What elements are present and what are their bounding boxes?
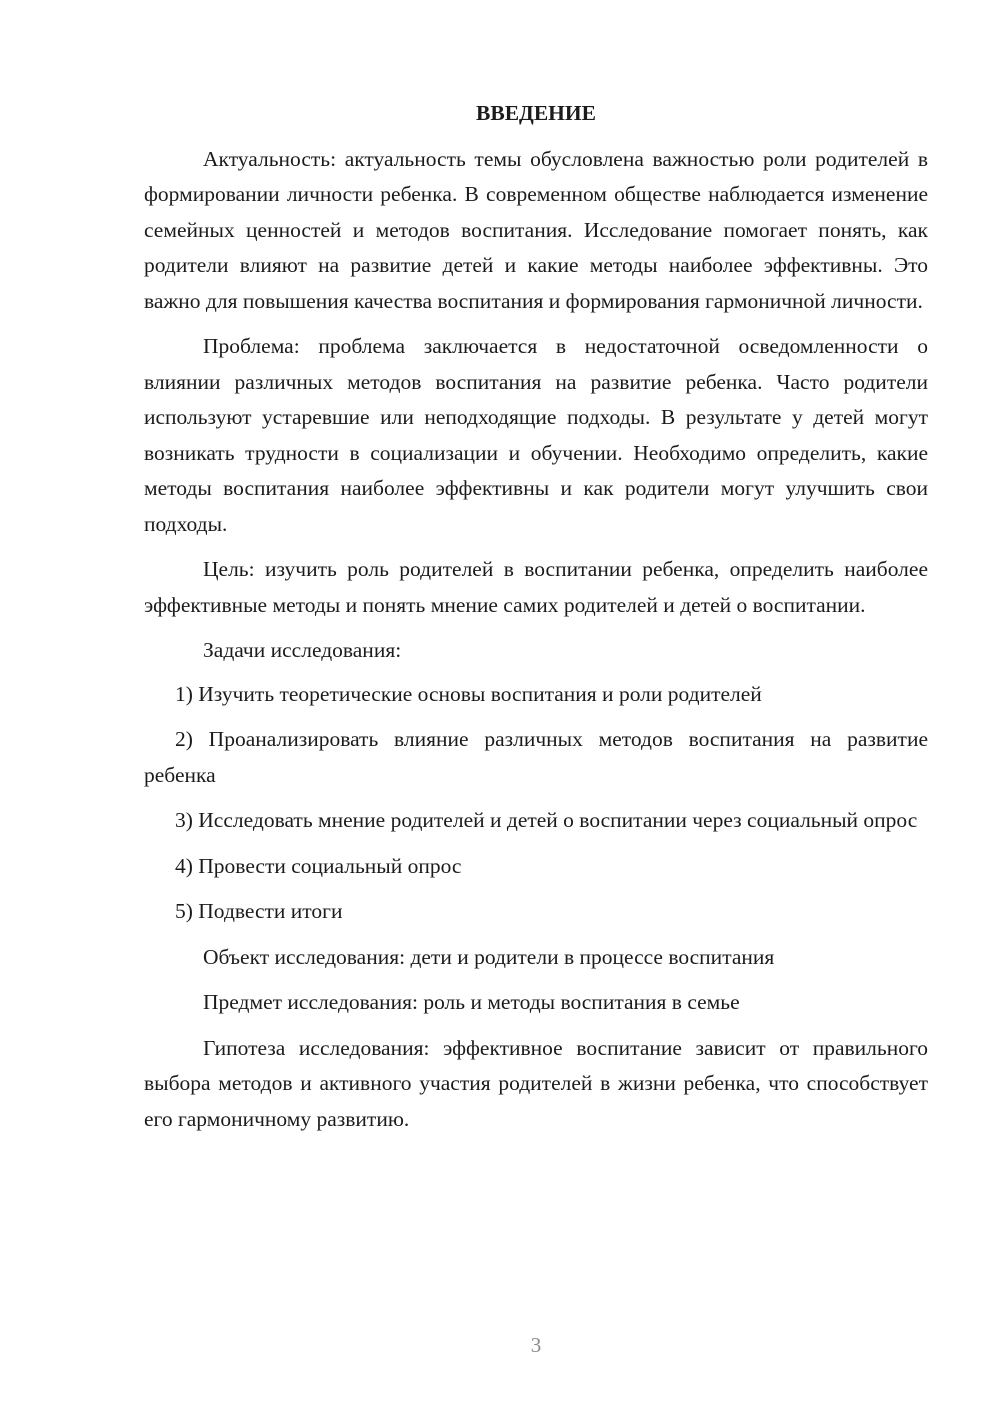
research-hypothesis: Гипотеза исследования: эффективное воспитание зависит от правильного выбора методов и активного участия родителей в жизни ребенка, что способствует его гармоничному развитию.: [144, 1035, 928, 1131]
section-heading: ВВЕДЕНИЕ: [476, 101, 596, 125]
paragraph-problem: Проблема: проблема заключается в недостаточной осведомленности о влиянии различных методов воспитания на развитие ребенка. Часто родители используют устаревшие или неподходящие подходы. В результате у детей могут возникать трудности в социализации и обучении. Необходимо определить, какие методы воспитания наиболее эффективны и как родители могут улучшить свои подходы.: [144, 334, 928, 536]
task-item-3: 3) Исследовать мнение родителей и детей о воспитании через социальный опрос: [175, 808, 918, 832]
tasks-list: [144, 677, 928, 930]
research-subject: Предмет исследования: роль и методы воспитания в семье: [203, 990, 740, 1014]
tasks-title: Задачи исследования:: [203, 638, 402, 662]
page-number: 3: [530, 1333, 542, 1357]
task-item-1: 1) Изучить теоретические основы воспитания и роли родителей: [175, 681, 762, 706]
paragraph-goal: Цель: изучить роль родителей в воспитании ребенка, определить наиболее эффективные методы и понять мнение самих родителей и детей о воспитании.: [144, 557, 928, 617]
research-object: Объект исследования: дети и родители в процессе воспитания: [203, 944, 775, 969]
task-item-5: 5) Подвести итоги: [175, 899, 343, 923]
document-body: [144, 96, 928, 1137]
task-item-2: 2) Проанализировать влияние различных методов воспитания на развитие ребенка: [144, 727, 928, 787]
task-item-4: 4) Провести социальный опрос: [175, 853, 462, 878]
paragraph-relevance: Актуальность: актуальность темы обусловлена важностью роли родителей в формировании личности ребенка. В современном обществе наблюдается изменение семейных ценностей и методов воспитания. Исследование помогает понять, как родители влияют на развитие детей и какие методы наиболее эффективны. Это важно для повышения качества воспитания и формирования гармоничной личности.: [144, 146, 928, 313]
